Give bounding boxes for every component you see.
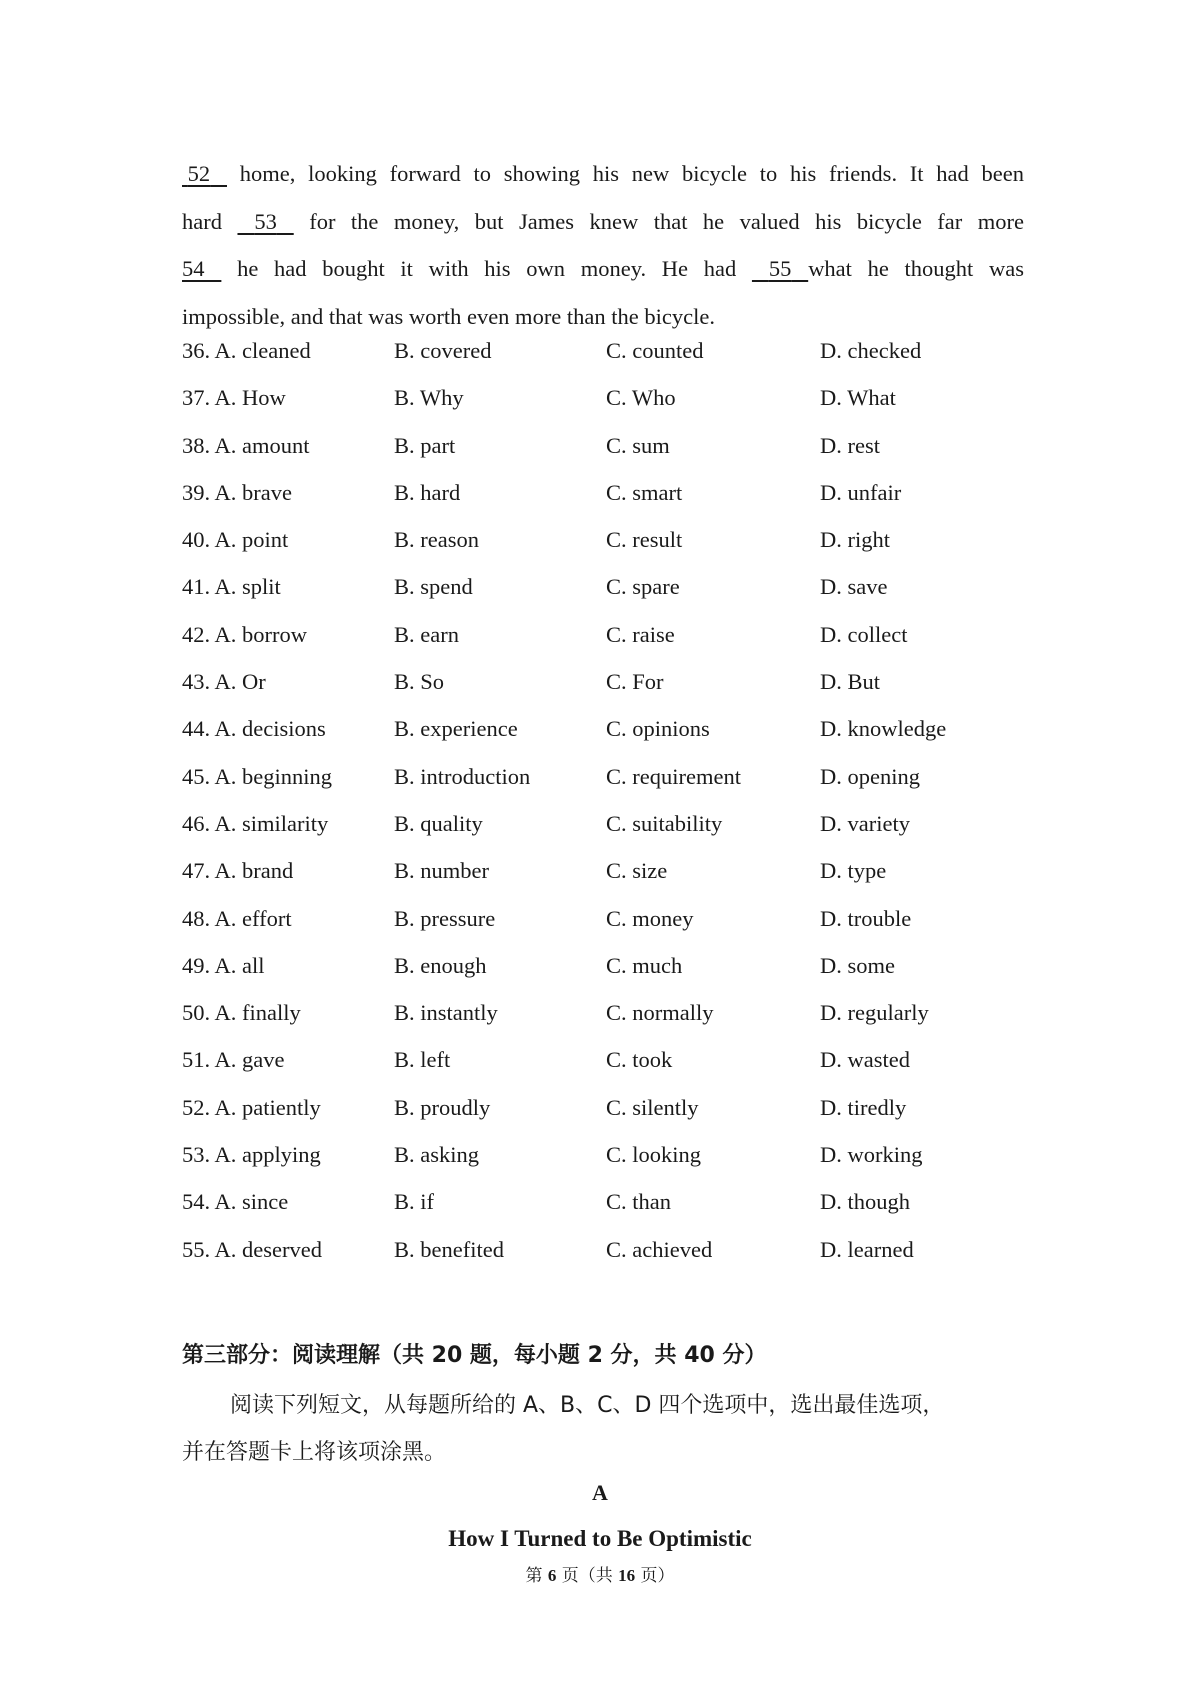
cloze-passage (182, 150, 1024, 340)
option-d: D. tiredly (820, 1094, 907, 1120)
option-d: D. learned (820, 1236, 914, 1262)
option-a (182, 858, 394, 884)
option-a-text: A. brand (214, 858, 294, 884)
option-c: C. spare (606, 574, 680, 600)
option-d: D. right (820, 527, 890, 553)
question-row (182, 1142, 1042, 1189)
section-instructions (182, 1382, 1024, 1476)
question-number: 47. (182, 858, 211, 884)
footer-suffix: 页） (635, 1566, 675, 1586)
option-c: C. than (606, 1189, 671, 1215)
option-b: B. enough (394, 952, 487, 978)
question-number: 55. (182, 1236, 211, 1262)
question-number: 40. (182, 527, 211, 553)
passage-line-4: impossible, and that was worth even more than the bicycle. (182, 303, 715, 329)
option-c: C. raise (606, 621, 675, 647)
option-a-text: A. amount (214, 432, 310, 458)
option-b: B. quality (394, 810, 483, 836)
question-number: 39. (182, 479, 211, 505)
question-number: 48. (182, 905, 211, 931)
option-b: B. pressure (394, 905, 496, 931)
option-b: B. part (394, 432, 456, 458)
option-a (182, 527, 394, 553)
option-a-text: A. applying (214, 1142, 321, 1168)
question-number: 43. (182, 669, 211, 695)
option-a-text: A. Or (214, 669, 266, 695)
section-heading: 第三部分：阅读理解（共 20 题，每小题 2 分，共 40 分） (182, 1343, 767, 1368)
question-row (182, 1237, 1042, 1284)
option-a-text: A. decisions (214, 716, 326, 742)
option-a (182, 622, 394, 648)
option-a (182, 1047, 394, 1073)
passage-line-3-mid: he had bought it with his own money. He had (221, 256, 752, 281)
blank-53-label: 53 (254, 208, 277, 234)
option-a (182, 811, 394, 837)
option-b: B. earn (394, 621, 459, 647)
question-row (182, 622, 1042, 669)
question-row (182, 811, 1042, 858)
option-d: D. type (820, 858, 887, 884)
option-c: C. result (606, 527, 683, 553)
question-number: 54. (182, 1189, 211, 1215)
option-a-text: A. cleaned (214, 338, 311, 363)
question-number: 52. (182, 1094, 211, 1120)
question-row (182, 858, 1042, 905)
question-row (182, 1095, 1042, 1142)
option-d: D. save (820, 574, 888, 600)
option-a (182, 716, 394, 742)
option-b: B. proudly (394, 1094, 491, 1120)
option-c: C. achieved (606, 1236, 713, 1262)
blank-54 (182, 245, 221, 293)
passage-line-2-text: for the money, but James knew that he valued his bicycle far more (293, 208, 1024, 234)
question-number: 46. (182, 810, 211, 836)
option-b: B. benefited (394, 1236, 504, 1262)
question-row (182, 953, 1042, 1000)
option-a (182, 953, 394, 979)
option-a (182, 480, 394, 506)
blank-55 (752, 245, 808, 293)
page-number-footer (0, 1561, 1200, 1586)
option-c: C. size (606, 858, 668, 884)
option-d: D. unfair (820, 479, 902, 505)
question-number: 50. (182, 1000, 211, 1026)
option-c: C. requirement (606, 763, 741, 789)
passage-line-1-text: home, looking forward to showing his new bicycle to his friends. It had been (227, 161, 1024, 186)
option-b: B. hard (394, 479, 461, 505)
option-d: D. regularly (820, 1000, 929, 1026)
option-b: B. instantly (394, 1000, 498, 1026)
option-a (182, 1142, 394, 1168)
option-a-text: A. How (214, 385, 286, 411)
option-d: D. checked (820, 338, 922, 363)
option-a-text: A. patiently (214, 1094, 321, 1120)
passage-line-1 (182, 150, 1024, 198)
article-letter: A (592, 1480, 608, 1505)
footer-prefix: 第 (525, 1566, 548, 1586)
question-number: 41. (182, 574, 211, 600)
option-a-text: A. similarity (214, 810, 329, 836)
question-row (182, 716, 1042, 763)
option-a (182, 1000, 394, 1026)
instruction-line-2: 并在答题卡上将该项涂黑。 (182, 1440, 447, 1465)
footer-page: 6 (547, 1566, 557, 1585)
question-row (182, 385, 1042, 432)
option-a-text: A. effort (214, 905, 292, 931)
option-a (182, 433, 394, 459)
option-a (182, 669, 394, 695)
option-a (182, 574, 394, 600)
footer-middle: 页（共 (556, 1566, 619, 1586)
option-d: D. variety (820, 810, 910, 836)
question-row (182, 527, 1042, 574)
question-row (182, 1000, 1042, 1047)
option-c: C. took (606, 1047, 673, 1073)
blank-55-label: 55 (768, 256, 792, 281)
option-a (182, 764, 394, 790)
option-d: D. knowledge (820, 716, 947, 742)
question-row (182, 480, 1042, 527)
option-a-text: A. point (214, 527, 289, 553)
option-c: C. counted (606, 338, 704, 363)
option-c: C. much (606, 952, 683, 978)
footer-total: 16 (618, 1566, 636, 1585)
option-d: D. working (820, 1142, 923, 1168)
option-d: D. trouble (820, 905, 912, 931)
option-a-text: A. gave (214, 1047, 285, 1073)
option-c: C. smart (606, 479, 683, 505)
option-a (182, 385, 394, 411)
option-b: B. left (394, 1047, 451, 1073)
option-a-text: A. split (214, 574, 281, 600)
instruction-line-1: 阅读下列短文，从每题所给的 A、B、C、D 四个选项中，选出最佳选项， (230, 1393, 945, 1418)
option-b: B. asking (394, 1142, 480, 1168)
question-number: 37. (182, 385, 211, 411)
option-d: D. But (820, 669, 881, 695)
option-a (182, 1189, 394, 1215)
option-a-text: A. all (214, 952, 265, 978)
option-c: C. suitability (606, 810, 723, 836)
option-c: C. money (606, 905, 694, 931)
option-b: B. experience (394, 716, 518, 742)
passage-line-3-text: what he thought was (808, 256, 1025, 281)
passage-line-3 (182, 245, 1024, 293)
option-a-text: A. beginning (214, 763, 333, 789)
question-number: 38. (182, 432, 211, 458)
option-d: D. though (820, 1189, 910, 1215)
option-c: C. looking (606, 1142, 702, 1168)
option-d: D. some (820, 952, 895, 978)
option-d: D. wasted (820, 1047, 910, 1073)
option-a (182, 906, 394, 932)
question-row (182, 433, 1042, 480)
question-number: 45. (182, 763, 211, 789)
option-a-text: A. since (214, 1189, 289, 1215)
question-number: 53. (182, 1142, 211, 1168)
option-a-text: A. borrow (214, 621, 307, 647)
option-b: B. Why (394, 385, 464, 411)
option-c: C. sum (606, 432, 670, 458)
answer-options (182, 338, 1042, 1284)
option-d: D. collect (820, 621, 908, 647)
question-number: 36. (182, 338, 211, 363)
question-number: 51. (182, 1047, 211, 1073)
passage-line-2-pre: hard (182, 208, 238, 234)
option-a-text: A. deserved (214, 1236, 322, 1262)
blank-53 (237, 198, 293, 246)
question-row (182, 338, 1042, 385)
option-a (182, 1095, 394, 1121)
option-b: B. if (394, 1189, 435, 1215)
option-a-text: A. brave (214, 479, 292, 505)
question-row (182, 669, 1042, 716)
option-c: C. Who (606, 385, 676, 411)
question-number: 42. (182, 621, 211, 647)
blank-52 (182, 150, 227, 198)
option-c: C. silently (606, 1094, 699, 1120)
article-title: How I Turned to Be Optimistic (448, 1526, 752, 1551)
question-row (182, 764, 1042, 811)
option-b: B. introduction (394, 763, 531, 789)
option-b: B. spend (394, 574, 473, 600)
option-d: D. What (820, 385, 896, 411)
option-c: C. opinions (606, 716, 710, 742)
option-b: B. reason (394, 527, 479, 553)
passage-line-2 (182, 198, 1024, 246)
blank-52-label: 52 (187, 161, 211, 186)
question-row (182, 1189, 1042, 1236)
option-b: B. So (394, 669, 445, 695)
option-c: C. normally (606, 1000, 714, 1026)
option-d: D. opening (820, 763, 920, 789)
option-c: C. For (606, 669, 664, 695)
option-a (182, 338, 394, 364)
option-a (182, 1237, 394, 1263)
question-number: 44. (182, 716, 211, 742)
option-a-text: A. finally (214, 1000, 301, 1026)
question-row (182, 574, 1042, 621)
option-b: B. covered (394, 338, 492, 363)
question-row (182, 906, 1042, 953)
blank-54-label: 54 (182, 256, 205, 281)
question-number: 49. (182, 952, 211, 978)
option-d: D. rest (820, 432, 880, 458)
question-row (182, 1047, 1042, 1094)
option-b: B. number (394, 858, 489, 884)
